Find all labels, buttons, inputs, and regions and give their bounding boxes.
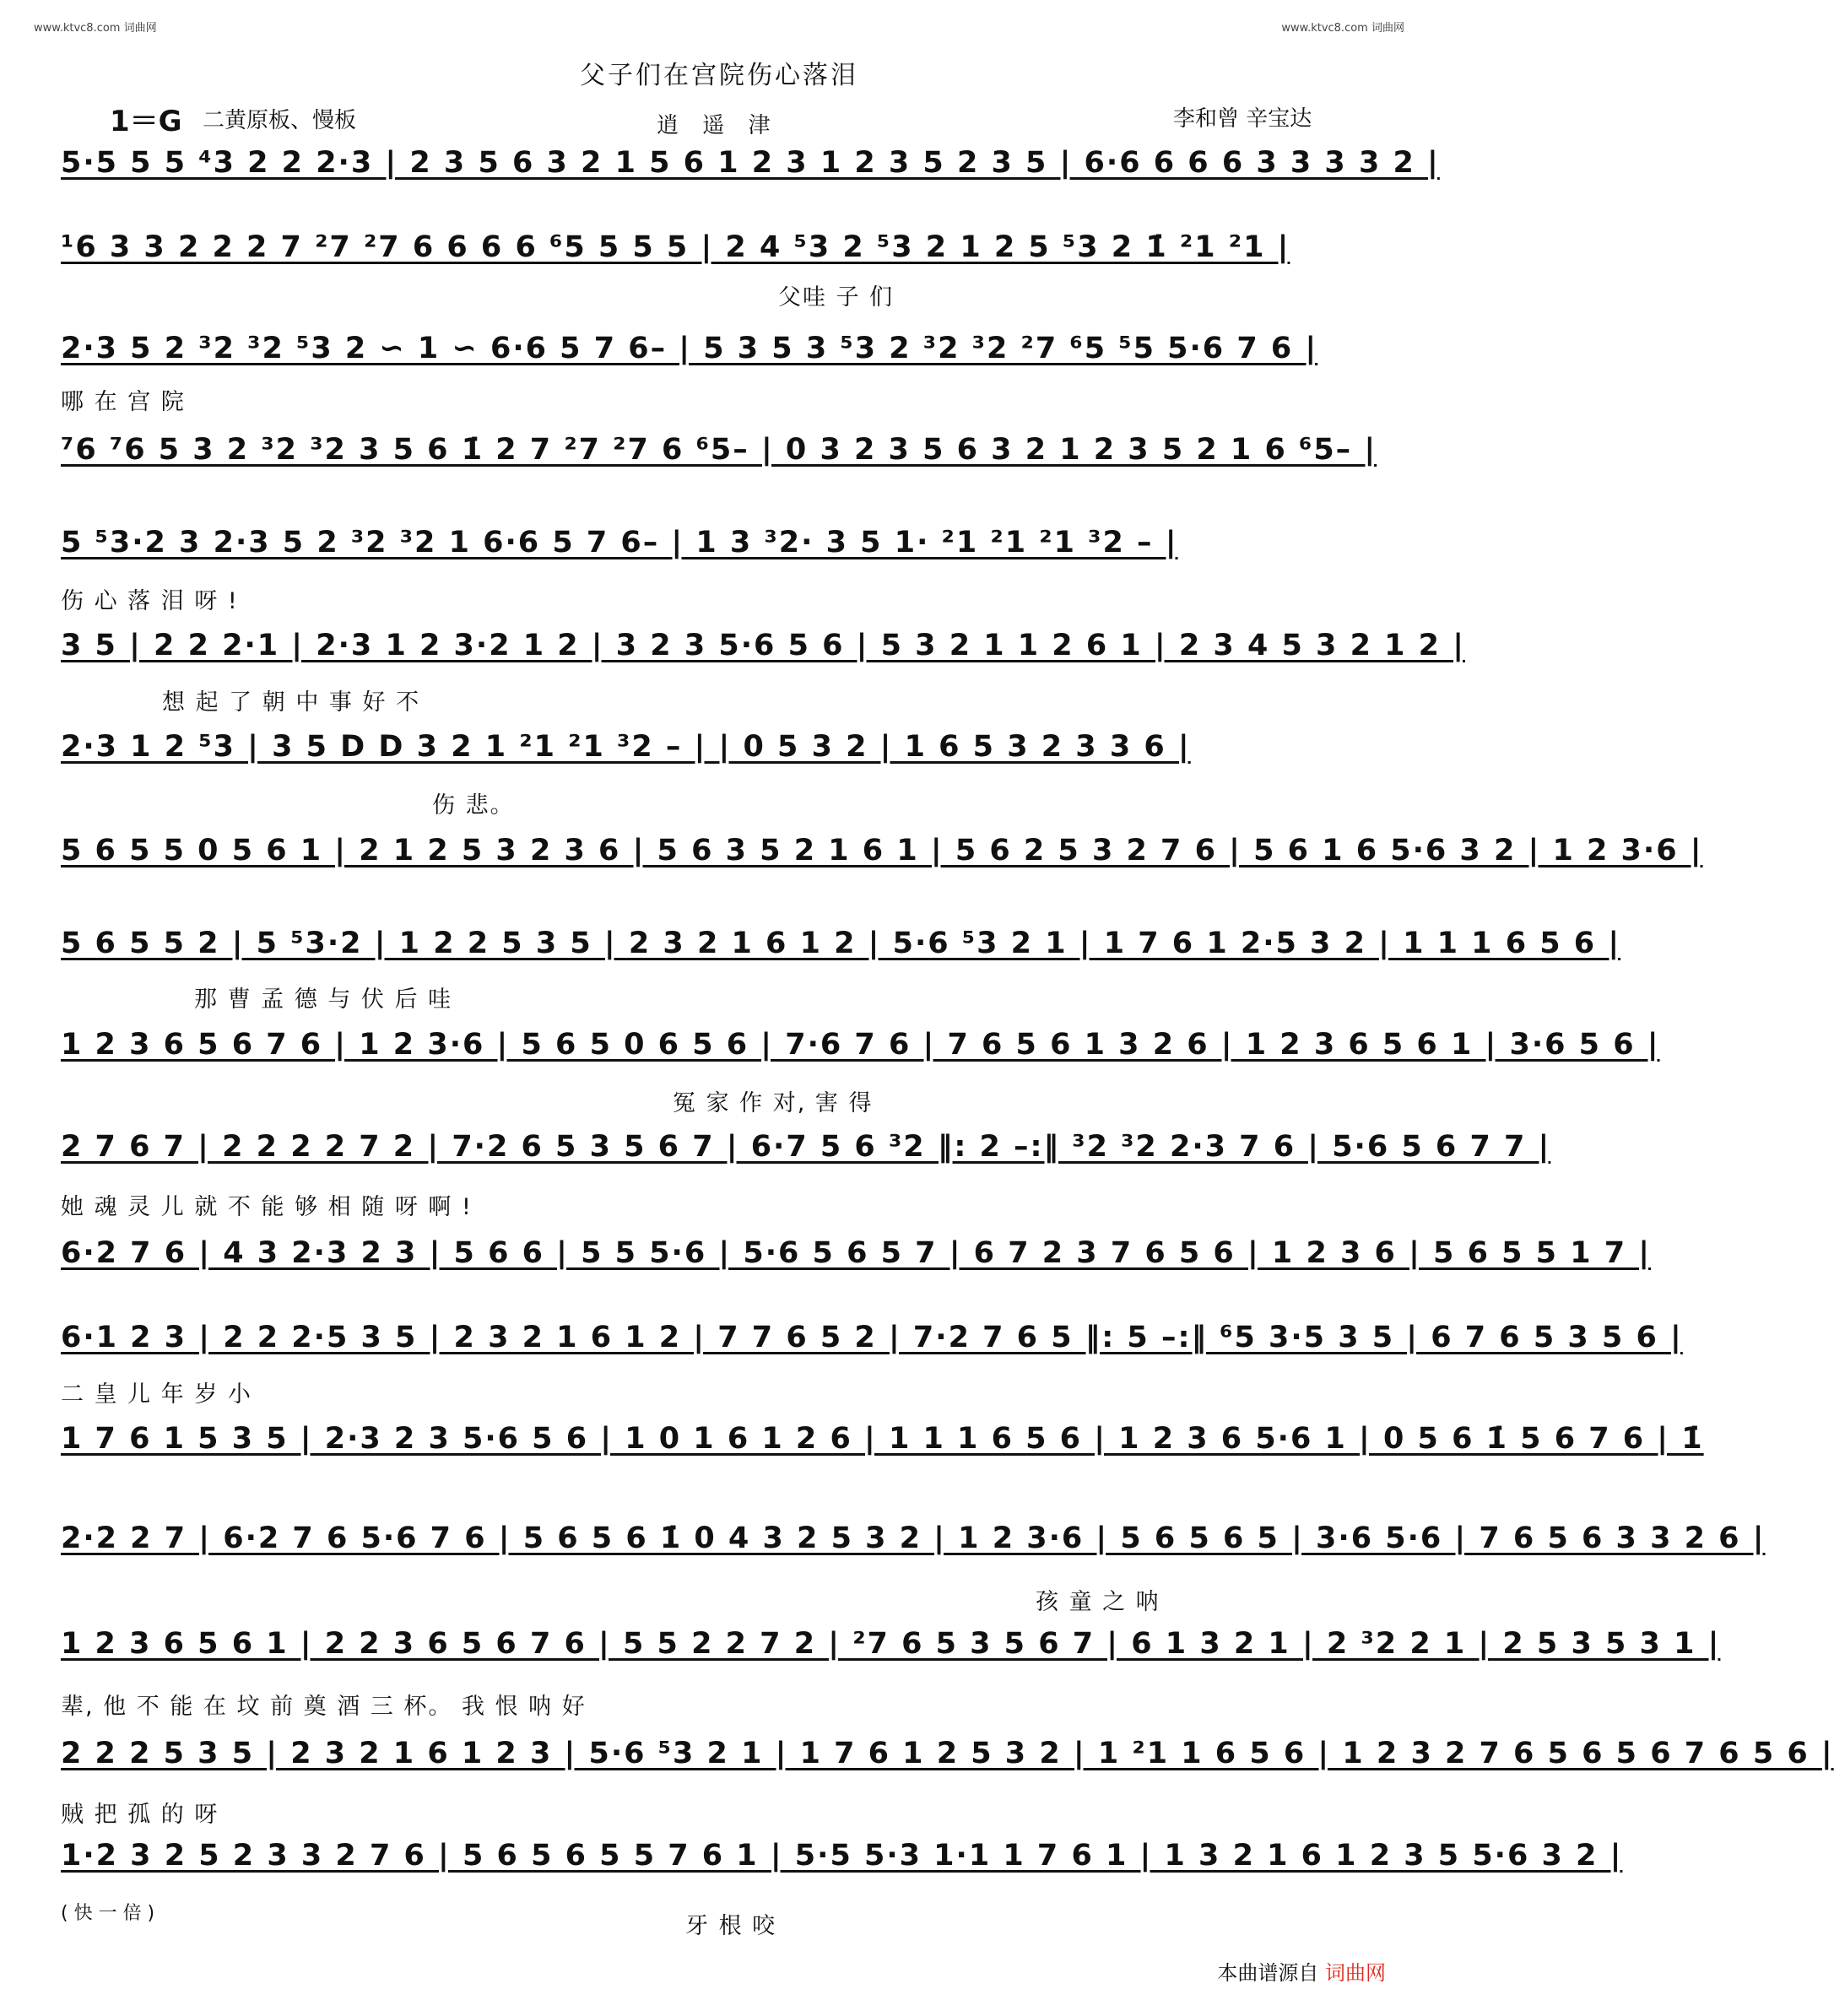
brand-link[interactable]: 词曲网 [1325,1961,1386,1985]
notation: 3 5 | 2 2 2·1 | 2·3 1 2 3·2 1 2 | 3 2 3 5·6 5 6 | 5 3 2 1 1 2 6 1 | 2 3 4 5 3 2 1 2 | [61,629,1465,662]
notation: 6·2 7 6 | 4 3 2·3 2 3 | 5 6 6 | 5 5 5·6 | 5·6 5 6 5 7 | 6 7 2 3 7 6 5 6 | 1 2 3 6 | 5 6 5 5 1 7 | [61,1236,1652,1270]
notation: ⁷6 ⁷6 5 3 2 ³2 ³2 3 5 6 1̇ 2 7 ²7 ²7 6 ⁶5– | 0 3 2 3 5 6 3 2 1 2 3 5 2 1 6 ⁶5– | [61,433,1377,467]
score-line-16 [61,1624,1721,1663]
score-line-8 [61,831,1703,870]
score-line-2 [61,228,1382,267]
notation: 5·5 5 5 ⁴3 2 2 2·3 | 2 3 5 6 3 2 1 5 6 1 2 3 1 2 3 5 2 3 5 | 6·6 6 6 6 3 3 3 3 2 | [61,146,1440,180]
score-line-10 [61,1025,1660,1064]
lyric-line-3: 伤 心 落 泪 呀 ! [61,588,239,614]
notation: 1 2 3 6 5 6 7 6 | 1 2 3·6 | 5 6 5 0 6 5 6 | 7·6 7 6 | 7 6 5 6 1 3 2 6 | 1 2 3 6 5 6 1 | 3·6 5 6 | [61,1028,1660,1062]
score-line-15 [61,1519,1766,1558]
notation: 2·3 5 2 ³2 ³2 ⁵3 2 ∽ 1 ∽ 6·6 5 7 6– | 5 3 5 3 ⁵3 2 ³2 ³2 ²7 ⁶5 ⁵5 5·6 7 6 | [61,332,1318,365]
qupai-name: 逍 遥 津 [657,113,779,138]
notation: 2 7 6 7 | 2 2 2 2 7 2 | 7·2 6 5 3 5 6 7 | 6·7 5 6 ³2 ‖: 2 –:‖ ³2 ³2 2·3 7 6 | 5·6 5 6 7 7 | [61,1130,1551,1164]
lyric-line-7: 冤 家 作 对, 害 得 [673,1090,874,1116]
score-line-17 [61,1734,1834,1773]
tempo-note: ( 快 一 倍 ) [61,1903,155,1924]
notation: 5 6 5 5 0 5 6 1 | 2 1 2 5 3 2 3 6 | 5 6 3 5 2 1 6 1 | 5 6 2 5 3 2 7 6 | 5 6 1 6 5·6 3 2 | 1 2 3·6 | [61,834,1703,867]
lyric-line-1: 父哇 子 们 [778,284,895,311]
notation: 2·3 1 2 ⁵3 | 3 5 D D 3 2 1 ²1 ²1 ³2 – | | 0 5 3 2 | 1 6 5 3 2 3 3 6 | [61,730,1191,764]
lyric-line-8: 她 魂 灵 儿 就 不 能 够 相 随 呀 啊 ! [61,1194,473,1220]
site-url-left[interactable]: www.ktvc8.com 词曲网 [34,22,157,35]
notation: 1 2 3 6 5 6 1 | 2 2 3 6 5 6 7 6 | 5 5 2 2 7 2 | ²7 6 5 3 5 6 7 | 6 1 3 2 1 | 2 ³2 2 1 | 2 5 3 5 3 1 | [61,1627,1721,1661]
lyric-line-11: 辈, 他 不 能 在 坟 前 奠 酒 三 杯。 我 恨 呐 好 [61,1694,587,1720]
score-line-12 [61,1234,1652,1273]
score-line-14 [61,1419,1704,1458]
score-line-13 [61,1318,1683,1357]
left-watermark-strip [3,34,15,1982]
site-url-right[interactable]: www.ktvc8.com 词曲网 [1281,22,1404,35]
lyric-line-13: 牙 根 咬 [685,1913,777,1939]
score-line-7 [61,727,1382,766]
score-line-6 [61,626,1465,665]
score-line-9 [61,924,1621,963]
notation: 2 2 2 5 3 5 | 2 3 2 1 6 1 2 3 | 5·6 ⁵3 2 1 | 1 7 6 1 2 5 3 2 | 1 ²1 1 6 5 6 | 1 2 3 2 7 6 5 6 5 6 7 6 5 6 | [61,1737,1834,1770]
score-line-5 [61,523,1382,562]
notation: 1 7 6 1 5 3 5 | 2·3 2 3 5·6 5 6 | 1 0 1 6 1 2 6 | 1 1 1 6 5 6 | 1 2 3 6 5·6 1 | 0 5 6 1̇ 5 6 7 6 | 1̇ [61,1422,1704,1456]
authors: 李和曾 辛宝达 [1173,106,1312,132]
lyric-line-12: 贼 把 孤 的 呀 [61,1802,219,1828]
score-line-4 [61,430,1382,469]
key-signature: 1＝G [110,105,182,138]
tempo-marking: 二黄原板、慢板 [203,108,357,133]
lyric-line-5: 伤 悲。 [432,792,515,819]
score-line-3 [61,329,1382,368]
notation: 1·2 3 2 5 2 3 3 2 7 6 | 5 6 5 6 5 5 7 6 1 | 5·5 5·3 1·1 1 7 6 1 | 1 3 2 1 6 1 2 3 5 5·6 3 2 | [61,1839,1623,1873]
source-credit[interactable]: 本曲谱源自 词曲网 [1217,1961,1386,1985]
page-title: 父子们在宫院伤心落泪 [580,61,858,90]
score-line-1 [61,143,1440,182]
lyric-line-2: 哪 在 宫 院 [61,389,186,415]
lyric-line-4: 想 起 了 朝 中 事 好 不 [162,689,421,716]
notation: 5 6 5 5 2 | 5 ⁵3·2 | 1 2 2 5 3 5 | 2 3 2 1 6 1 2 | 5·6 ⁵3 2 1 | 1 7 6 1 2·5 3 2 | 1 1 1 6 5 6 | [61,927,1621,960]
lyric-line-6: 那 曹 孟 德 与 伏 后 哇 [194,986,453,1013]
right-watermark-strip [1423,34,1435,1982]
score-line-18 [61,1836,1623,1875]
notation: 2·2 2 7 | 6·2 7 6 5·6 7 6 | 5 6 5 6 1̇ 0 4 3 2 5 3 2 | 1 2 3·6 | 5 6 5 6 5 | 3·6 5·6 | 7 6 5 6 3 3 2 6 | [61,1521,1766,1555]
lyric-line-9: 二 皇 儿 年 岁 小 [61,1381,252,1408]
score-line-11 [61,1127,1551,1166]
lyric-line-10: 孩 童 之 呐 [1036,1589,1160,1615]
notation: ¹6 3 3 2 2 2 7 ²7 ²7 6 6 6 6 ⁶5 5 5 5 | 2 4 ⁵3 2 ⁵3 2 1 2 5 ⁵3 2 1̇ ²1 ²1 | [61,230,1290,264]
notation: 6·1 2 3 | 2 2 2·5 3 5 | 2 3 2 1 6 1 2 | 7 7 6 5 2 | 7·2 7 6 5 ‖: 5 –:‖ ⁶5 3·5 3 5 | 6 7 6 5 3 5 6 | [61,1321,1683,1354]
notation: 5 ⁵3·2 3 2·3 5 2 ³2 ³2 1 6·6 5 7 6– | 1 3 ³2· 3 5 1· ²1 ²1 ²1 ³2 – | [61,526,1178,559]
